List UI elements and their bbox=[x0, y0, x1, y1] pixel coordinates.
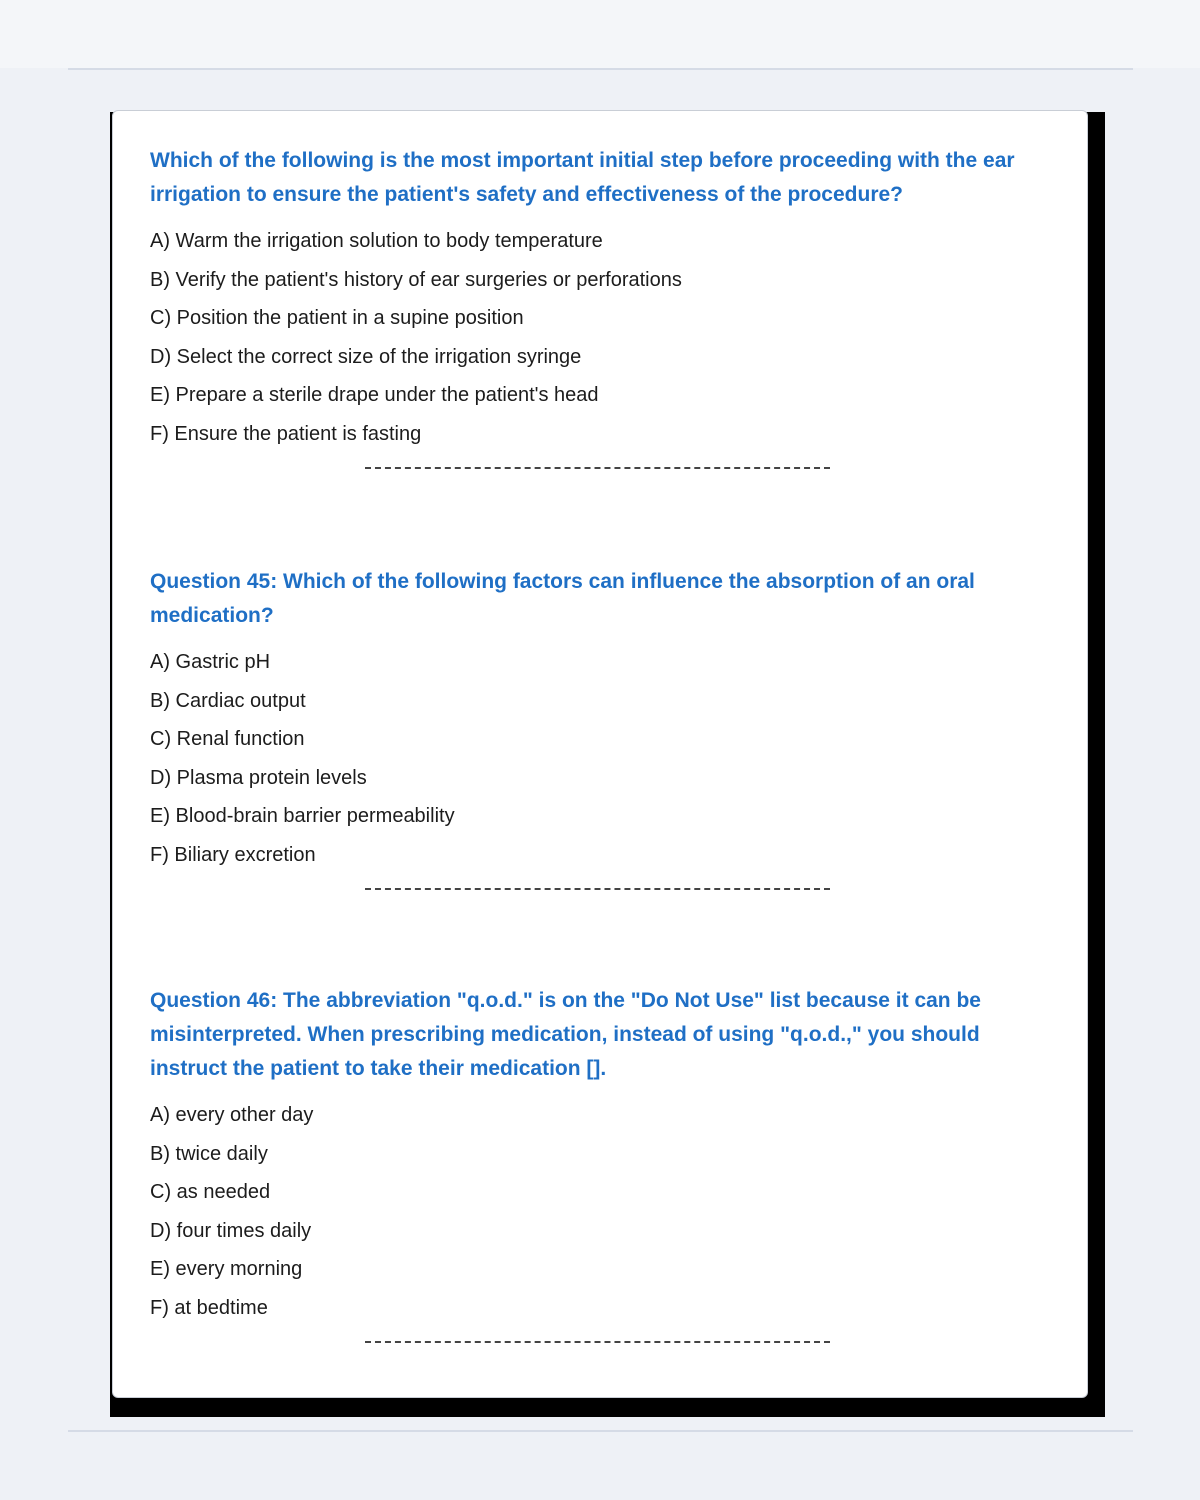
dashed-separator bbox=[365, 467, 830, 469]
option-e: E) Prepare a sterile drape under the patient's head bbox=[150, 384, 599, 406]
question-block bbox=[150, 144, 1050, 469]
option-d: D) Select the correct size of the irrigation syringe bbox=[150, 345, 582, 368]
option-a: A) Warm the irrigation solution to body temperature bbox=[150, 230, 603, 252]
option-d: D) four times daily bbox=[150, 1219, 312, 1242]
top-bar bbox=[0, 0, 1200, 68]
option-d: D) Plasma protein levels bbox=[150, 766, 367, 789]
question-block bbox=[150, 565, 1050, 890]
option-a: A) Gastric pH bbox=[150, 651, 271, 673]
option-b: B) twice daily bbox=[150, 1142, 268, 1165]
question-text: Question 45: Which of the following factors can influence the absorption of an oral medication? bbox=[150, 570, 975, 627]
option-f: F) Biliary excretion bbox=[150, 843, 316, 866]
option-e: E) Blood-brain barrier permeability bbox=[150, 805, 455, 827]
question-block bbox=[150, 984, 1050, 1343]
option-list bbox=[150, 1096, 1050, 1327]
option-c: C) as needed bbox=[150, 1181, 271, 1203]
option-c: C) Renal function bbox=[150, 728, 305, 750]
dashed-separator bbox=[365, 1341, 830, 1343]
option-f: F) at bedtime bbox=[150, 1296, 268, 1319]
bottom-divider bbox=[68, 1430, 1133, 1432]
option-c: C) Position the patient in a supine position bbox=[150, 307, 524, 329]
option-list bbox=[150, 222, 1050, 453]
question-text: Which of the following is the most important initial step before proceeding with the ear irrigation to ensure the patient's safety and effectiveness of the procedure? bbox=[150, 149, 1015, 206]
option-list bbox=[150, 643, 1050, 874]
top-divider bbox=[68, 68, 1133, 70]
question-text: Question 46: The abbreviation "q.o.d." is on the "Do Not Use" list because it can be misinterpreted. When prescribing medication, instead of using "q.o.d.," you should instruct the patient to take their medication []. bbox=[150, 989, 981, 1080]
option-e: E) every morning bbox=[150, 1258, 303, 1280]
option-b: B) Cardiac output bbox=[150, 689, 306, 712]
option-b: B) Verify the patient's history of ear surgeries or perforations bbox=[150, 268, 682, 291]
dashed-separator bbox=[365, 888, 830, 890]
option-f: F) Ensure the patient is fasting bbox=[150, 422, 422, 445]
option-a: A) every other day bbox=[150, 1104, 314, 1126]
document-page bbox=[112, 110, 1088, 1398]
